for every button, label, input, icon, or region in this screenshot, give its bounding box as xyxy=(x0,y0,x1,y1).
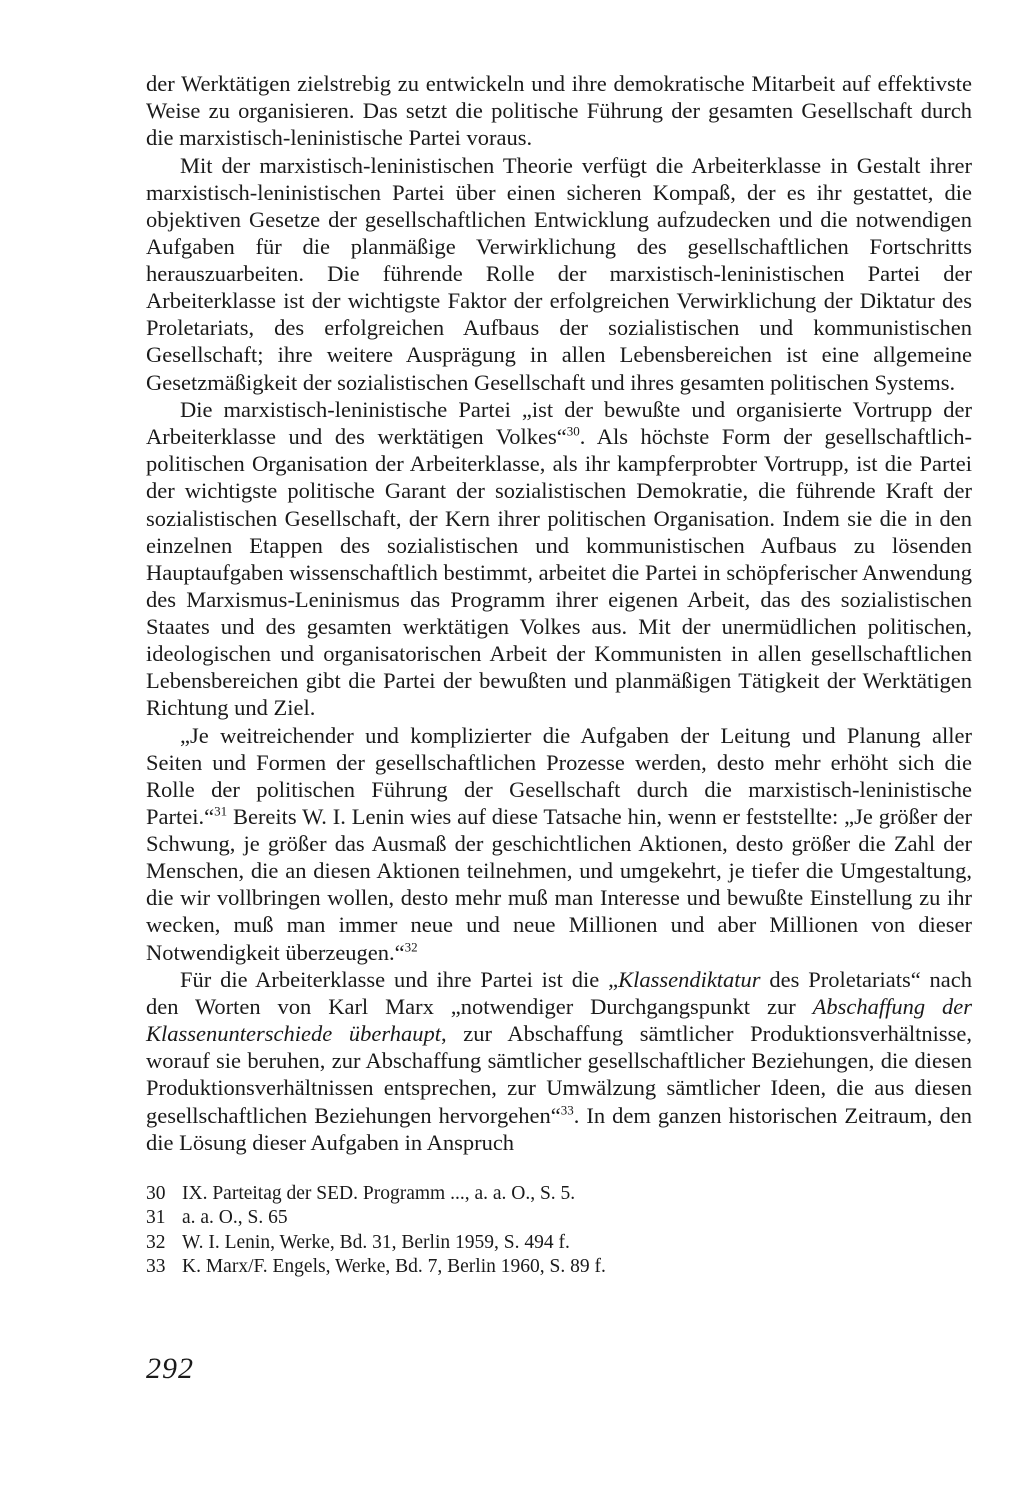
paragraph-text: „Je weitreichender und komplizierter die Aufgaben der Leitung und Planung aller Seiten und Formen der gesellschaftlichen Prozesse werden, desto mehr erhöht sich die Rolle der politischen Führung der Gesellschaft durch die marxistisch-leninistische Partei.“ xyxy=(146,722,972,830)
paragraph xyxy=(146,966,972,1156)
page-content xyxy=(146,70,972,1280)
footnote xyxy=(146,1206,972,1231)
footnote-number: 31 xyxy=(146,1207,166,1229)
emphasis-text: Abschaffung der Klassenunterschiede überhaupt xyxy=(146,994,972,1047)
paragraph-text: , zur Abschaffung sämtlicher Produktionsverhältnisse, worauf sie beruhen, zur Abschaffung sämtlicher gesellschaftlicher Beziehungen, die diesen Produktionsverhältnissen entsprechen, zur Umwälzung sämtlicher Ideen, die aus diesen gesellschaftlichen Beziehungen hervorgehen“ xyxy=(146,1021,972,1128)
footnote-text: K. Marx/F. Engels, Werke, Bd. 7, Berlin 1960, S. 89 f. xyxy=(182,1256,606,1278)
footnote-number: 32 xyxy=(146,1231,166,1253)
footnote-number: 33 xyxy=(146,1256,166,1278)
footnote-ref: 32 xyxy=(404,939,418,954)
footnote-ref: 33 xyxy=(560,1102,574,1118)
footnote-number: 30 xyxy=(146,1182,166,1204)
paragraph xyxy=(146,152,972,396)
footnote-ref: 31 xyxy=(214,803,228,819)
footnote-text: a. a. O., S. 65 xyxy=(182,1207,288,1229)
paragraph-text: . Als höchste Form der gesellschaftlich-politischen Organisation der Arbeiterklasse, als ihr kampferprobter Vortrupp, ist die Partei der wichtigste politische Garant der sozialistischen Demokratie, die führende Kraft der sozialistischen Gesellschaft, der Kern ihrer politischen Organisation. Indem sie die in den einzelnen Etappen des sozialistischen und kommunistischen Aufbaus zu lösenden Hauptaufgaben wissenschaftlich bestimmt, arbeitet die Partei in schöpferischer Anwendung des Marxismus-Leninismus das Programm ihrer eigenen Arbeit, das des sozialistischen Staates und des gesamten werktätigen Volkes aus. Mit der unermüdlichen politischen, ideologischen und organisatorischen Arbeit der Kommunisten in allen gesellschaftlichen Lebensbereichen gibt die Partei der bewußten und planmäßigen Tätigkeit der Werktätigen Richtung und Ziel. xyxy=(146,424,972,721)
footnote xyxy=(146,1182,972,1207)
footnotes xyxy=(146,1182,972,1280)
paragraph-text: Die marxistisch-leninistische Partei „ist der bewußte und organisierte Vortrupp der Arbeiterklasse und des werktätigen Volkes“ xyxy=(146,397,972,450)
footnote xyxy=(146,1231,972,1256)
footnote-text: IX. Parteitag der SED. Programm ..., a. a. O., S. 5. xyxy=(182,1182,576,1204)
paragraph-text: Für die Arbeiterklasse und ihre Partei ist die „ xyxy=(180,967,619,993)
emphasis-text: Klassendiktatur xyxy=(618,967,761,993)
paragraph-text: Mit der marxistisch-leninistischen Theorie verfügt die Arbeiterklasse in Gestalt ihrer marxistisch-leninistischen Partei über einen sicheren Kompaß, der es ihr gestattet, die objektiven Gesetze der gesellschaftlichen Entwicklung aufzudecken und die notwendigen Aufgaben für die planmäßige Verwirklichung des gesellschaftlichen Fortschritts herauszuarbeiten. Die führende Rolle der marxistisch-leninistischen Partei der Arbeiterklasse ist der wichtigste Faktor der erfolgreichen Verwirklichung der Diktatur des Proletariats, des erfolgreichen Aufbaus der sozialistischen und kommunistischen Gesellschaft; ihre weitere Ausprägung in allen Lebensbereichen ist eine allgemeine Gesetzmäßigkeit der sozialistischen Gesellschaft und ihres gesamten politischen Systems. xyxy=(146,152,972,395)
footnote xyxy=(146,1255,972,1280)
body-text xyxy=(146,70,972,1156)
paragraph-text: der Werktätigen zielstrebig zu entwickeln und ihre demokratische Mitarbeit auf effektivste Weise zu organisieren. Das setzt die politische Führung der gesamten Gesellschaft durch die marxistisch-leninistische Partei voraus. xyxy=(146,71,972,151)
page-number: 292 xyxy=(146,1352,194,1385)
paragraph-text: Bereits W. I. Lenin wies auf diese Tatsache hin, wenn er feststellte: „Je größer der Schwung, je größer das Ausmaß der geschichtlichen Aktionen, desto größer die Zahl der Menschen, die an diesen Aktionen teilnehmen, und umgekehrt, je tiefer die Umgestaltung, die wir vollbringen wollen, desto mehr muß man Interesse und bewußte Einstellung zu ihr wecken, muß man immer neue und neue Millionen und aber Millionen von dieser Notwendigkeit überzeugen.“ xyxy=(146,804,972,965)
footnote-text: W. I. Lenin, Werke, Bd. 31, Berlin 1959, S. 494 f. xyxy=(182,1231,570,1253)
paragraph xyxy=(146,722,972,966)
footnote-ref: 30 xyxy=(566,423,580,439)
paragraph xyxy=(146,396,972,721)
paragraph-text: . In dem ganzen historischen Zeitraum, den die Lösung dieser Aufgaben in Anspruch xyxy=(146,1102,972,1155)
paragraph xyxy=(146,70,972,151)
paragraph-text: des Proletariats“ nach den Worten von Karl Marx „notwendiger Durchgangspunkt zur xyxy=(146,967,972,1020)
